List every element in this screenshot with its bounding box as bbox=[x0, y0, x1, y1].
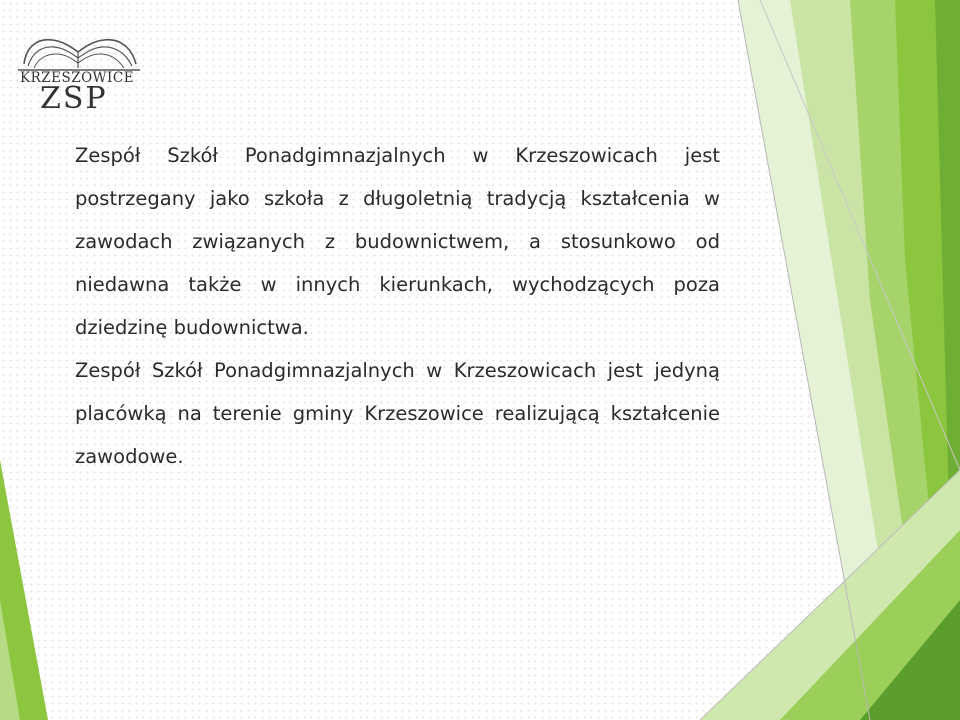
paragraph-1: Zespół Szkół Ponadgimnazjalnych w Krzeszowicach jest postrzegany jako szkoła z długoletnią tradycją kształcenia w zawodach związanych z budownictwem, a stosunkowo od niedawna także w innych kierunkach, wychodzących poza dziedzinę budownictwa. bbox=[75, 144, 720, 339]
open-book-icon bbox=[14, 26, 144, 76]
school-logo bbox=[14, 26, 144, 118]
paragraph-2: Zespół Szkół Ponadgimnazjalnych w Krzeszowicach jest jedyną placówką na terenie gminy Krzeszowice realizującą kształcenie zawodowe. bbox=[75, 359, 720, 468]
logo-town-name: KRZESZOWICE bbox=[20, 70, 135, 86]
slide-content bbox=[75, 134, 720, 478]
logo-abbreviation: ZSP bbox=[40, 81, 108, 116]
